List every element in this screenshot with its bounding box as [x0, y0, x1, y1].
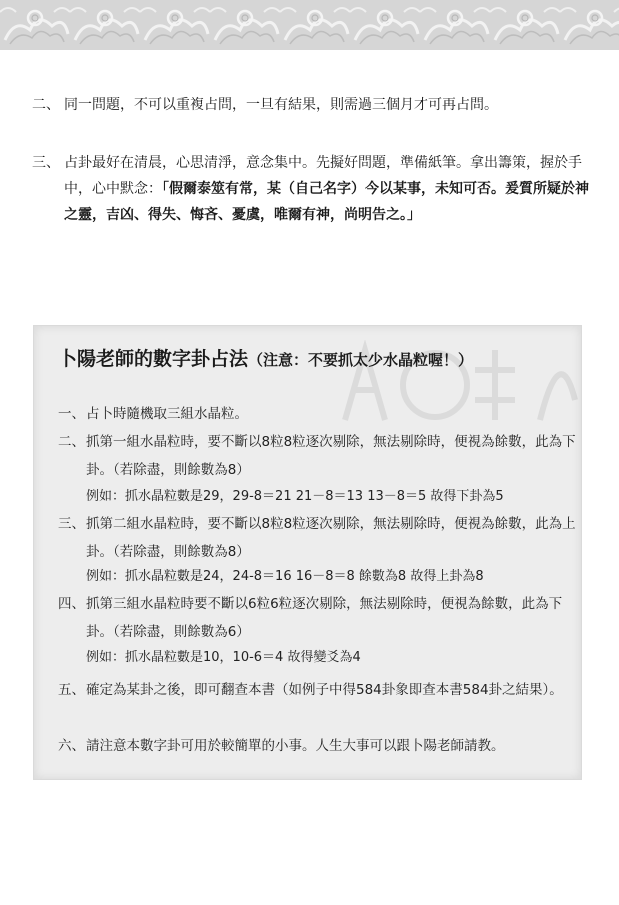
- step-number: 六、: [58, 738, 85, 754]
- step-text: 抓第一組水晶粒時，要不斷以8粒8粒逐次剔除，無法剔除時，便視為餘數，此為下卦。（若除盡，則餘數為8）: [86, 434, 576, 478]
- step-item-6: [58, 732, 578, 760]
- cloud-pattern-icon: [0, 0, 619, 50]
- step-item-1: [58, 400, 578, 428]
- intro-item-body: 占卦最好在清晨，心思清淨，意念集中。先擬好問題，準備紙筆。拿出籌策，握於手中，心中默念：: [64, 155, 582, 197]
- step-item-5: [58, 676, 578, 704]
- example-line-1: 例如：抓水晶粒數是29，29-8＝21 21－8＝13 13－8＝5 故得下卦為5: [86, 489, 504, 504]
- step-number: 一、: [58, 406, 85, 422]
- step-text: 占卜時隨機取三組水晶粒。: [86, 406, 248, 422]
- step-item-3: [58, 510, 578, 566]
- panel-title-note: （注意：不要抓太少水晶粒喔！）: [248, 351, 474, 369]
- example-line-3: 例如：抓水晶粒數是10，10-6＝4 故得變爻為4: [86, 650, 361, 665]
- step-item-2: [58, 428, 578, 484]
- example-line-2: 例如：抓水晶粒數是24，24-8＝16 16－8＝8 餘數為8 故得上卦為8: [86, 569, 484, 584]
- step-text: 請注意本數字卦可用於較簡單的小事。人生大事可以跟卜陽老師請教。: [86, 738, 505, 754]
- intro-item-text: [64, 150, 592, 228]
- decorative-banner: [0, 0, 619, 50]
- panel-title-text: 卜陽老師的數字卦占法: [58, 348, 249, 370]
- intro-item-text: 同一問題，不可以重複占問，一旦有結果，則需過三個月才可再占問。: [64, 97, 498, 113]
- step-item-4: [58, 590, 578, 646]
- intro-item-number: 二、: [32, 97, 60, 113]
- intro-item-2: [32, 92, 592, 118]
- panel-title: [58, 344, 473, 371]
- step-number: 三、: [58, 516, 85, 532]
- intro-item-prayer-quote: 「假爾泰筮有常，某（自己名字）今以某事，未知可否。爰質所疑於神之靈，吉凶、得失、悔吝、憂虞，唯爾有神，尚明告之。」: [64, 181, 589, 223]
- step-number: 二、: [58, 434, 85, 450]
- intro-item-number: 三、: [32, 155, 60, 171]
- step-text: 抓第二組水晶粒時，要不斷以8粒8粒逐次剔除，無法剔除時，便視為餘數，此為上卦。（若除盡，則餘數為8）: [86, 516, 576, 560]
- step-text: 抓第三組水晶粒時要不斷以6粒6粒逐次剔除，無法剔除時，便視為餘數，此為下卦。（若除盡，則餘數為6）: [86, 596, 563, 640]
- step-number: 五、: [58, 682, 85, 698]
- intro-item-3: [32, 150, 592, 228]
- step-text: 確定為某卦之後，即可翻查本書（如例子中得584卦象即查本書584卦之結果）。: [86, 682, 563, 698]
- step-number: 四、: [58, 596, 85, 612]
